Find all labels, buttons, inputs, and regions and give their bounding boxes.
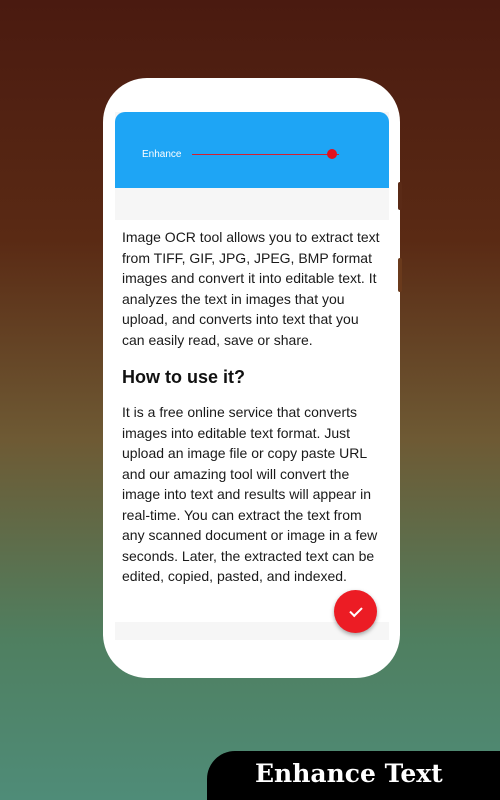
confirm-button[interactable] <box>334 590 377 633</box>
phone-side-button <box>398 182 402 210</box>
banner-title: Enhance Text <box>255 759 443 788</box>
app-screen <box>115 112 389 640</box>
ocr-text-content[interactable] <box>115 220 389 622</box>
enhance-label: Enhance <box>142 149 182 160</box>
phone-side-button <box>398 258 402 292</box>
enhance-slider-thumb[interactable] <box>327 149 337 159</box>
body-paragraph: It is a free online service that converts images into editable text format. Just upload an image file or copy paste URL and our amazing tool will convert the image into text and results will appear in real-time. You can extract the text from any scanned document or image in a few seconds. Later, the extracted text can be edited, copied, pasted, and indexed. <box>122 404 378 584</box>
intro-paragraph: Image OCR tool allows you to extract text from TIFF, GIF, JPG, JPEG, BMP format images and convert it into editable text. It analyzes the text in images that you upload, and converts into text that you can easily read, save or share. <box>122 229 380 348</box>
section-heading: How to use it? <box>122 367 245 387</box>
check-icon <box>349 603 362 616</box>
promo-banner <box>207 751 500 800</box>
enhance-slider[interactable] <box>192 154 339 155</box>
enhance-toolbar <box>115 112 389 188</box>
